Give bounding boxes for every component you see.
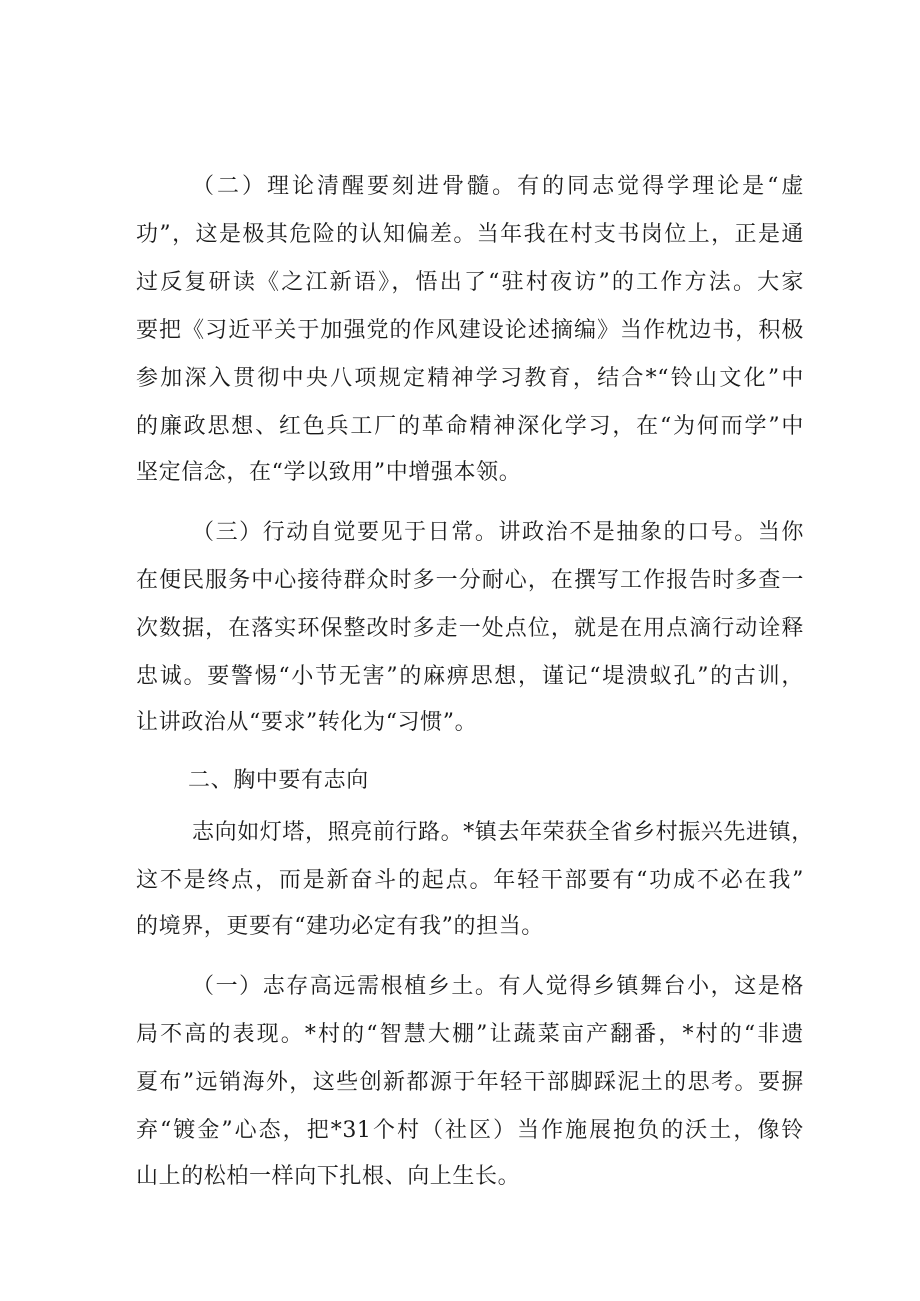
text-line: 的境界，更要有“建功必定有我”的担当。	[136, 914, 544, 939]
text-line: 功”，这是极其危险的认知偏差。当年我在村支书岗位上，正是通	[136, 222, 804, 247]
text-line: 过反复研读《之江新语》，悟出了“驻村夜访”的工作方法。大家	[136, 270, 804, 295]
text-line: 这不是终点，而是新奋斗的起点。年轻干部要有“功成不必在我”	[136, 868, 804, 893]
text-line: （二）理论清醒要刻进骨髓。有的同志觉得学理论是“虚	[192, 174, 804, 199]
text-line: 夏布”远销海外，这些创新都源于年轻干部脚踩泥土的思考。要摒	[136, 1070, 804, 1095]
text-line: 坚定信念，在“学以致用”中增强本领。	[136, 460, 522, 485]
text-line: 弃“镀金”心态，把*31个村（社区）当作施展抱负的沃土，像铃	[136, 1118, 804, 1143]
text-line: 让讲政治从“要求”转化为“习惯”。	[136, 710, 478, 735]
text-line: 山上的松柏一样向下扎根、向上生长。	[136, 1164, 521, 1189]
text-line: 的廉政思想、红色兵工厂的革命精神深化学习，在“为何而学”中	[136, 414, 804, 439]
text-line: 局不高的表现。*村的“智慧大棚”让蔬菜亩产翻番，*村的“非遗	[136, 1022, 804, 1047]
text-line: 次数据，在落实环保整改时多走一处点位，就是在用点滴行动诠释	[136, 616, 804, 641]
section-heading: 二、胸中要有志向	[188, 768, 369, 793]
text-line: 要把《习近平关于加强党的作风建设论述摘编》当作枕边书，积极	[136, 318, 804, 343]
text-line: 在便民服务中心接待群众时多一分耐心，在撰写工作报告时多查一	[136, 568, 804, 593]
text-line: （三）行动自觉要见于日常。讲政治不是抽象的口号。当你	[192, 520, 804, 545]
text-line: （一）志存高远需根植乡土。有人觉得乡镇舞台小，这是格	[192, 974, 804, 999]
text-line: 参加深入贯彻中央八项规定精神学习教育，结合*“铃山文化”中	[136, 366, 804, 391]
text-line: 忠诚。要警惕“小节无害”的麻痹思想，谨记“堤溃蚁孔”的古训，	[136, 664, 804, 689]
text-line: 志向如灯塔，照亮前行路。*镇去年荣获全省乡村振兴先进镇，	[192, 820, 814, 845]
